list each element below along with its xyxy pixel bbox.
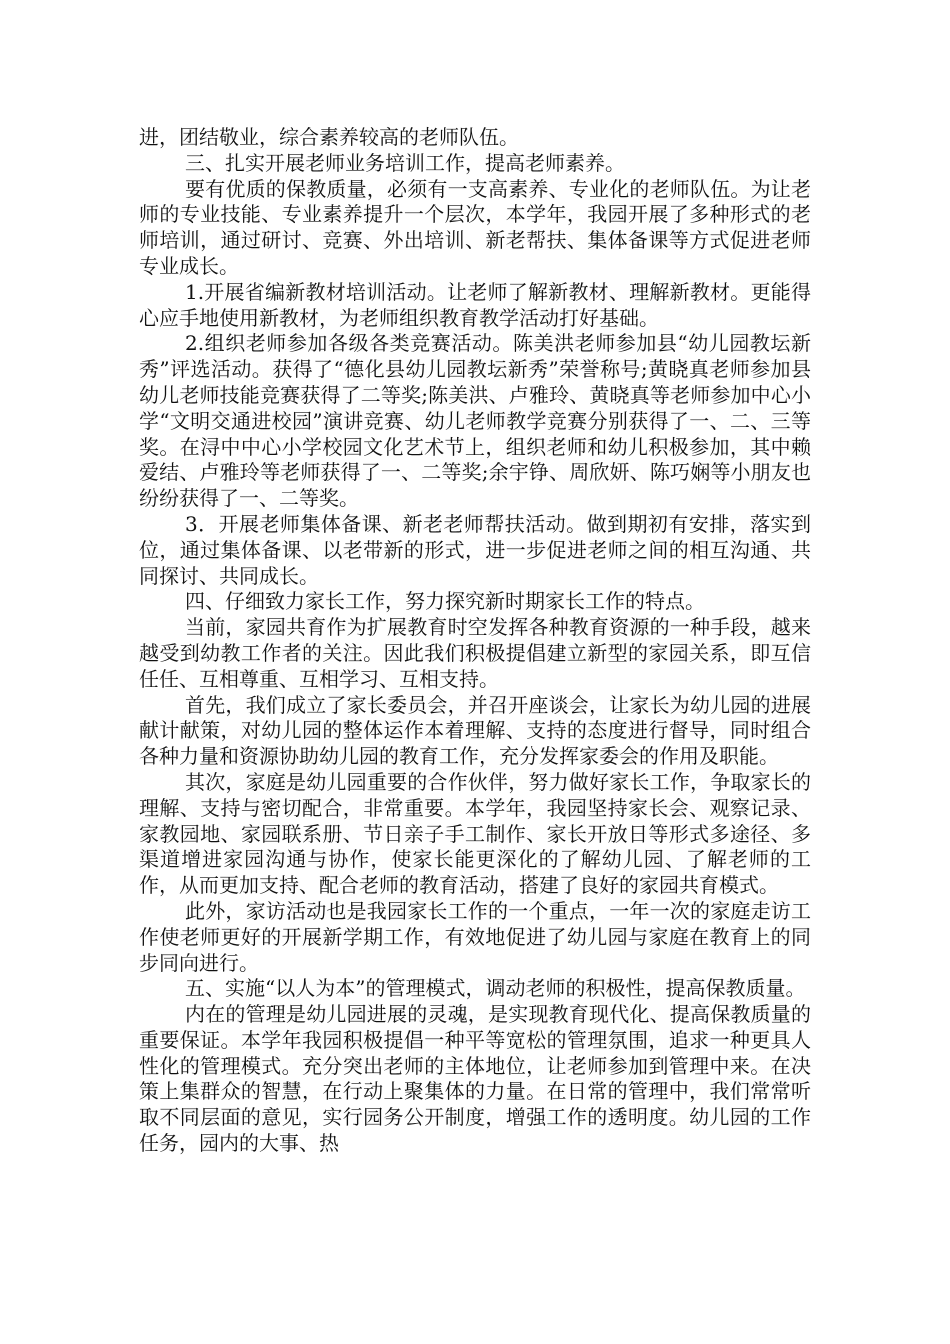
- paragraph-9: 首先，我们成立了家长委员会，并召开座谈会，让家长为幼儿园的进展献计献策，对幼儿园的整体运作本着理解、支持的态度进行督导，同时组合各种力量和资源协助幼儿园的教育工作，充分发挥家委会的作用及职能。: [139, 692, 811, 769]
- list-item-2: 2.组织老师参加各级各类竞赛活动。陈美洪老师参加县“幼儿园教坛新秀”评选活动。获得了“德化县幼儿园教坛新秀”荣誉称号;黄晓真老师参加县幼儿老师技能竞赛获得了二等奖;陈美洪、卢雅玲、黄晓真等老师参加中心小学“文明交通进校园”演讲竞赛、幼儿老师教学竞赛分别获得了一、二、三等奖。在浔中中心小学校园文化艺术节上，组织老师和幼儿积极参加，其中赖爱结、卢雅玲等老师获得了一、二等奖;余宇铮、周欣妍、陈巧娴等小朋友也纷纷获得了一、二等奖。: [139, 331, 811, 511]
- section-heading-4: 四、仔细致力家长工作，努力探究新时期家长工作的特点。: [185, 589, 705, 614]
- list-item-1: 1.开展省编新教材培训活动。让老师了解新教材、理解新教材。更能得心应手地使用新教材，为老师组织教育教学活动打好基础。: [139, 279, 811, 330]
- paragraph-11: 此外，家访活动也是我园家长工作的一个重点，一年一次的家庭走访工作使老师更好的开展新学期工作，有效地促进了幼儿园与家庭在教育上的同步同向进行。: [139, 898, 811, 975]
- paragraph-8: 当前，家园共育作为扩展教育时空发挥各种教育资源的一种手段，越来越受到幼教工作者的关注。因此我们积极提倡建立新型的家园关系，即互信任任、互相尊重、互相学习、互相支持。: [139, 615, 811, 691]
- document-body: [139, 125, 811, 1157]
- paragraph-13: 内在的管理是幼儿园进展的灵魂，是实现教育现代化、提高保教质量的重要保证。本学年我园积极提倡一种平等宽松的管理氛围，追求一种更具人性化的管理模式。充分突出老师的主体地位，让老师参加到管理中来。在决策上集群众的智慧，在行动上聚集体的力量。在日常的管理中，我们常常听取不同层面的意见，实行园务公开制度，增强工作的透明度。幼儿园的工作任务，园内的大事、热: [139, 1002, 811, 1156]
- paragraph-1: 进，团结敬业，综合素养较高的老师队伍。: [139, 125, 519, 149]
- list-item-3: 3．开展老师集体备课、新老老师帮扶活动。做到期初有安排，落实到位，通过集体备课、以老带新的形式，进一步促进老师之间的相互沟通、共同探讨、共同成长。: [139, 511, 811, 588]
- section-heading-3: 三、扎实开展老师业务培训工作，提高老师素养。: [185, 150, 625, 175]
- section-heading-5: 五、实施“以人为本”的管理模式，调动老师的积极性，提高保教质量。: [185, 976, 806, 1001]
- paragraph-10: 其次，家庭是幼儿园重要的合作伙伴，努力做好家长工作，争取家长的理解、支持与密切配合，非常重要。本学年，我园坚持家长会、观察记录、家教园地、家园联系册、节日亲子手工制作、家长开放日等形式多途径、多渠道增进家园沟通与协作，使家长能更深化的了解幼儿园、了解老师的工作，从而更加支持、配合老师的教育活动，搭建了良好的家园共育模式。: [139, 769, 811, 898]
- paragraph-3: 要有优质的保教质量，必须有一支高素养、专业化的老师队伍。为让老师的专业技能、专业素养提升一个层次，本学年，我园开展了多种形式的老师培训，通过研讨、竞赛、外出培训、新老帮扶、集体备课等方式促进老师专业成长。: [139, 176, 811, 278]
